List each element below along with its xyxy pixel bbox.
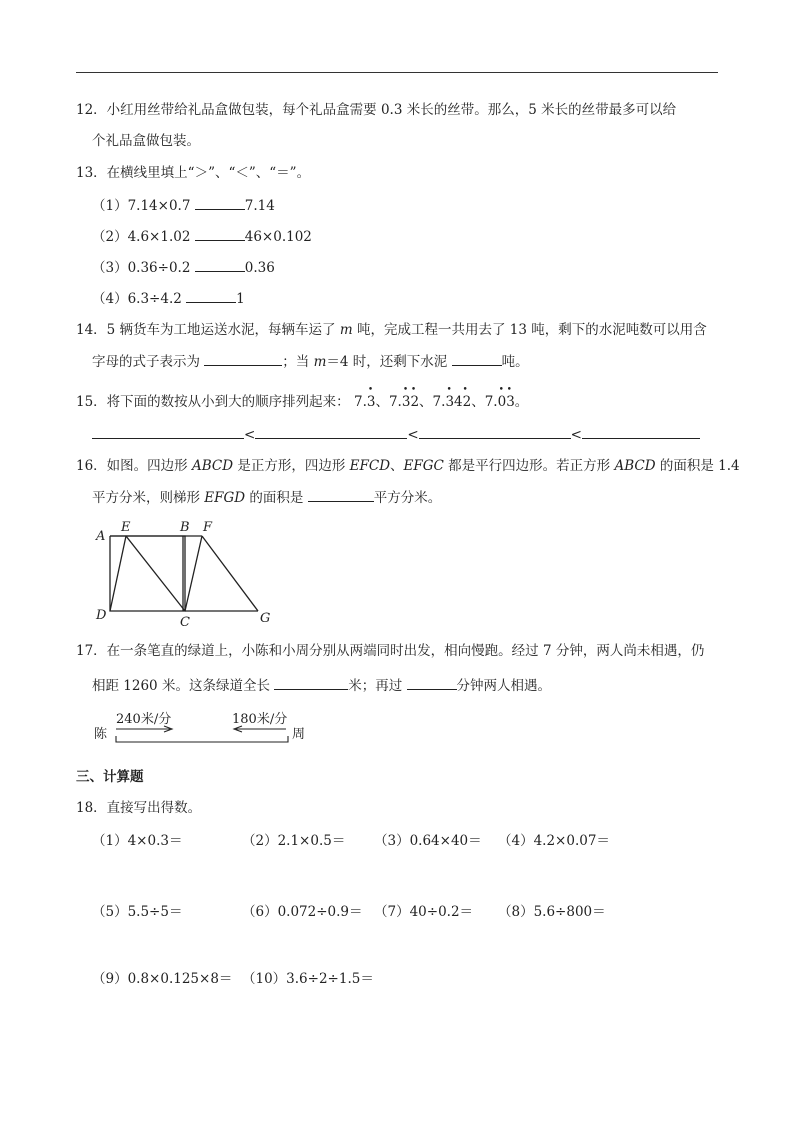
q13-item-1 — [92, 195, 275, 216]
label-b: B — [180, 520, 190, 535]
q15-n2-int: 7. — [388, 394, 402, 410]
q15-number-4 — [484, 385, 529, 410]
q13-item-2-blank[interactable] — [195, 226, 245, 241]
q16-text-g: 平方分米。 — [373, 490, 442, 506]
q15-n2-digits: 32 — [401, 394, 420, 410]
q13-item-4-right: 1 — [236, 291, 245, 307]
q13-item-3 — [92, 257, 275, 278]
q18-item-2: （2）2.1×0.5＝ — [242, 833, 346, 849]
label-g: G — [260, 611, 271, 626]
left-runner-name: 陈 — [94, 727, 108, 742]
q13-item-4 — [92, 288, 245, 309]
q15-blank-2[interactable] — [255, 424, 407, 439]
left-speed-label: 240米/分 — [116, 712, 172, 727]
q15-n1-digits: 3 — [366, 394, 376, 410]
q13-item-2 — [92, 226, 312, 247]
q15-n4-digits: 03 — [497, 394, 515, 410]
section-3-heading: 三、计算题 — [76, 769, 144, 785]
q16-sep: 、 — [390, 458, 404, 474]
q15-number-2 — [388, 385, 433, 410]
right-runner-name: 周 — [292, 727, 306, 742]
q18-item-10: （10）3.6÷2÷1.5＝ — [242, 971, 374, 987]
q15-lt-1: < — [244, 427, 256, 443]
q12-line2: 个礼品盒做包装。 — [92, 133, 200, 149]
q13-item-1-blank[interactable] — [195, 195, 245, 210]
q17-line2 — [92, 675, 551, 696]
q16-text-c: 都是平行四边形。若正方形 — [443, 458, 615, 474]
q13-item-3-right: 0.36 — [244, 260, 275, 276]
q18-item-4: （4）4.2×0.07＝ — [498, 833, 610, 849]
q15-lt-3: < — [570, 427, 582, 443]
q16-efgc: EFGC — [403, 458, 444, 474]
track-line — [116, 736, 288, 742]
q14-text-a: 14．5 辆货车为工地运送水泥，每辆车运了 — [76, 322, 340, 338]
q16-text-d: 的面积是 1.4 — [655, 458, 740, 474]
q15-blank-4[interactable] — [582, 424, 700, 439]
q15-n4-rep: • • 03 — [497, 385, 515, 410]
q15-n3-rep: • • 342 — [445, 385, 472, 410]
q14-blank-expression[interactable] — [204, 351, 282, 366]
q18-title: 18．直接写出得数。 — [76, 800, 202, 816]
q18-item-5: （5）5.5÷5＝ — [92, 904, 183, 920]
q13-item-1-left: （1）7.14×0.7 — [92, 198, 191, 214]
label-c: C — [180, 615, 190, 630]
q14-line2 — [92, 351, 529, 372]
q15-number-1 — [353, 385, 389, 410]
q17-line1: 17．在一条笔直的绿道上，小陈和小周分别从两端同时出发，相向慢跑。经过 7 分钟，两人尚未相遇，仍 — [76, 643, 705, 659]
q14-blank-remaining[interactable] — [452, 351, 502, 366]
label-a: A — [96, 529, 106, 544]
right-speed-label: 180米/分 — [232, 712, 288, 727]
q15-line — [76, 385, 529, 412]
q14-text-e: ＝4 时，还剩下水泥 — [326, 354, 452, 370]
q16-text-b: 是正方形，四边形 — [233, 458, 350, 474]
q15-n4-int: 7. — [484, 394, 498, 410]
q17-blank-minutes[interactable] — [407, 675, 457, 690]
q15-n3-int: 7. — [432, 394, 446, 410]
q15-n4-sep: 。 — [514, 394, 529, 410]
segment-ec — [126, 536, 185, 611]
q13-item-4-left: （4）6.3÷4.2 — [92, 291, 182, 307]
q16-text-f: 的面积是 — [245, 490, 308, 506]
q15-blank-3[interactable] — [419, 424, 571, 439]
label-d: D — [96, 608, 107, 623]
q16-line2 — [92, 487, 441, 508]
q15-n3-digits: 342 — [445, 394, 472, 410]
q15-n1-sep: 、 — [375, 394, 389, 410]
q15-n3-sep: 、 — [471, 394, 485, 410]
q13-item-3-left: （3）0.36÷0.2 — [92, 260, 191, 276]
q18-item-7: （7）40÷0.2＝ — [374, 904, 474, 920]
q13-item-4-blank[interactable] — [186, 288, 236, 303]
segment-fg — [202, 536, 258, 611]
q16-text-e: 平方分米，则梯形 — [92, 490, 205, 506]
q16-abcd: ABCD — [191, 458, 234, 474]
q14-text-b: 吨，完成工程一共用去了 13 吨，剩下的水泥吨数可以用含 — [352, 322, 707, 338]
q17-blank-length[interactable] — [274, 675, 348, 690]
q18-item-9: （9）0.8×0.125×8＝ — [92, 971, 233, 987]
q16-geometry-figure — [88, 518, 288, 630]
q15-answer-row — [92, 424, 700, 445]
q18-item-6: （6）0.072÷0.9＝ — [242, 904, 363, 920]
q18-item-8: （8）5.6÷800＝ — [498, 904, 606, 920]
q13-item-2-right: 46×0.102 — [244, 229, 312, 245]
q14-text-c: 字母的式子表示为 — [92, 354, 205, 370]
q16-efgd: EFGD — [204, 490, 246, 506]
label-f: F — [203, 520, 213, 535]
q14-text-d: ；当 — [282, 354, 314, 370]
q18-item-1: （1）4×0.3＝ — [92, 833, 183, 849]
q13-item-1-right: 7.14 — [244, 198, 275, 214]
q15-prefix: 15．将下面的数按从小到大的顺序排列起来： — [76, 394, 350, 410]
q16-abcd-2: ABCD — [614, 458, 656, 474]
q13-item-2-left: （2）4.6×1.02 — [92, 229, 191, 245]
q17-text-c: 分钟两人相遇。 — [456, 678, 552, 694]
q15-number-3 — [432, 385, 485, 410]
q18-item-3: （3）0.64×40＝ — [374, 833, 482, 849]
q16-blank-area[interactable] — [308, 487, 374, 502]
q17-text-b: 米；再过 — [348, 678, 407, 694]
q17-text-a: 相距 1260 米。这条绿道全长 — [92, 678, 275, 694]
q16-text-a: 16．如图。四边形 — [76, 458, 192, 474]
q15-lt-2: < — [407, 427, 419, 443]
q14-var-m2: m — [313, 354, 327, 370]
q17-motion-diagram — [88, 706, 328, 752]
q14-text-f: 吨。 — [501, 354, 529, 370]
q15-n1-int: 7. — [353, 394, 367, 410]
q12-line1: 12．小红用丝带给礼品盒做包装，每个礼品盒需要 0.3 米长的丝带。那么，5 米长的丝带最多可以给 — [76, 102, 677, 118]
q14-var-m: m — [339, 322, 353, 338]
segment-cf — [185, 536, 202, 611]
q15-n1-rep: • 3 — [366, 385, 376, 410]
square-abcd — [110, 536, 185, 611]
segment-de — [110, 536, 126, 611]
q13-title: 13．在横线里填上“＞”、“＜”、“＝”。 — [76, 165, 311, 181]
q15-n2-rep: • • 32 — [401, 385, 420, 410]
q15-blank-1[interactable] — [92, 424, 244, 439]
q13-item-3-blank[interactable] — [195, 257, 245, 272]
q16-line1 — [76, 456, 740, 476]
label-e: E — [121, 520, 131, 535]
q14-line1 — [76, 320, 707, 340]
q15-n2-sep: 、 — [419, 394, 433, 410]
q16-efcd: EFCD — [349, 458, 391, 474]
header-rule — [76, 72, 718, 73]
